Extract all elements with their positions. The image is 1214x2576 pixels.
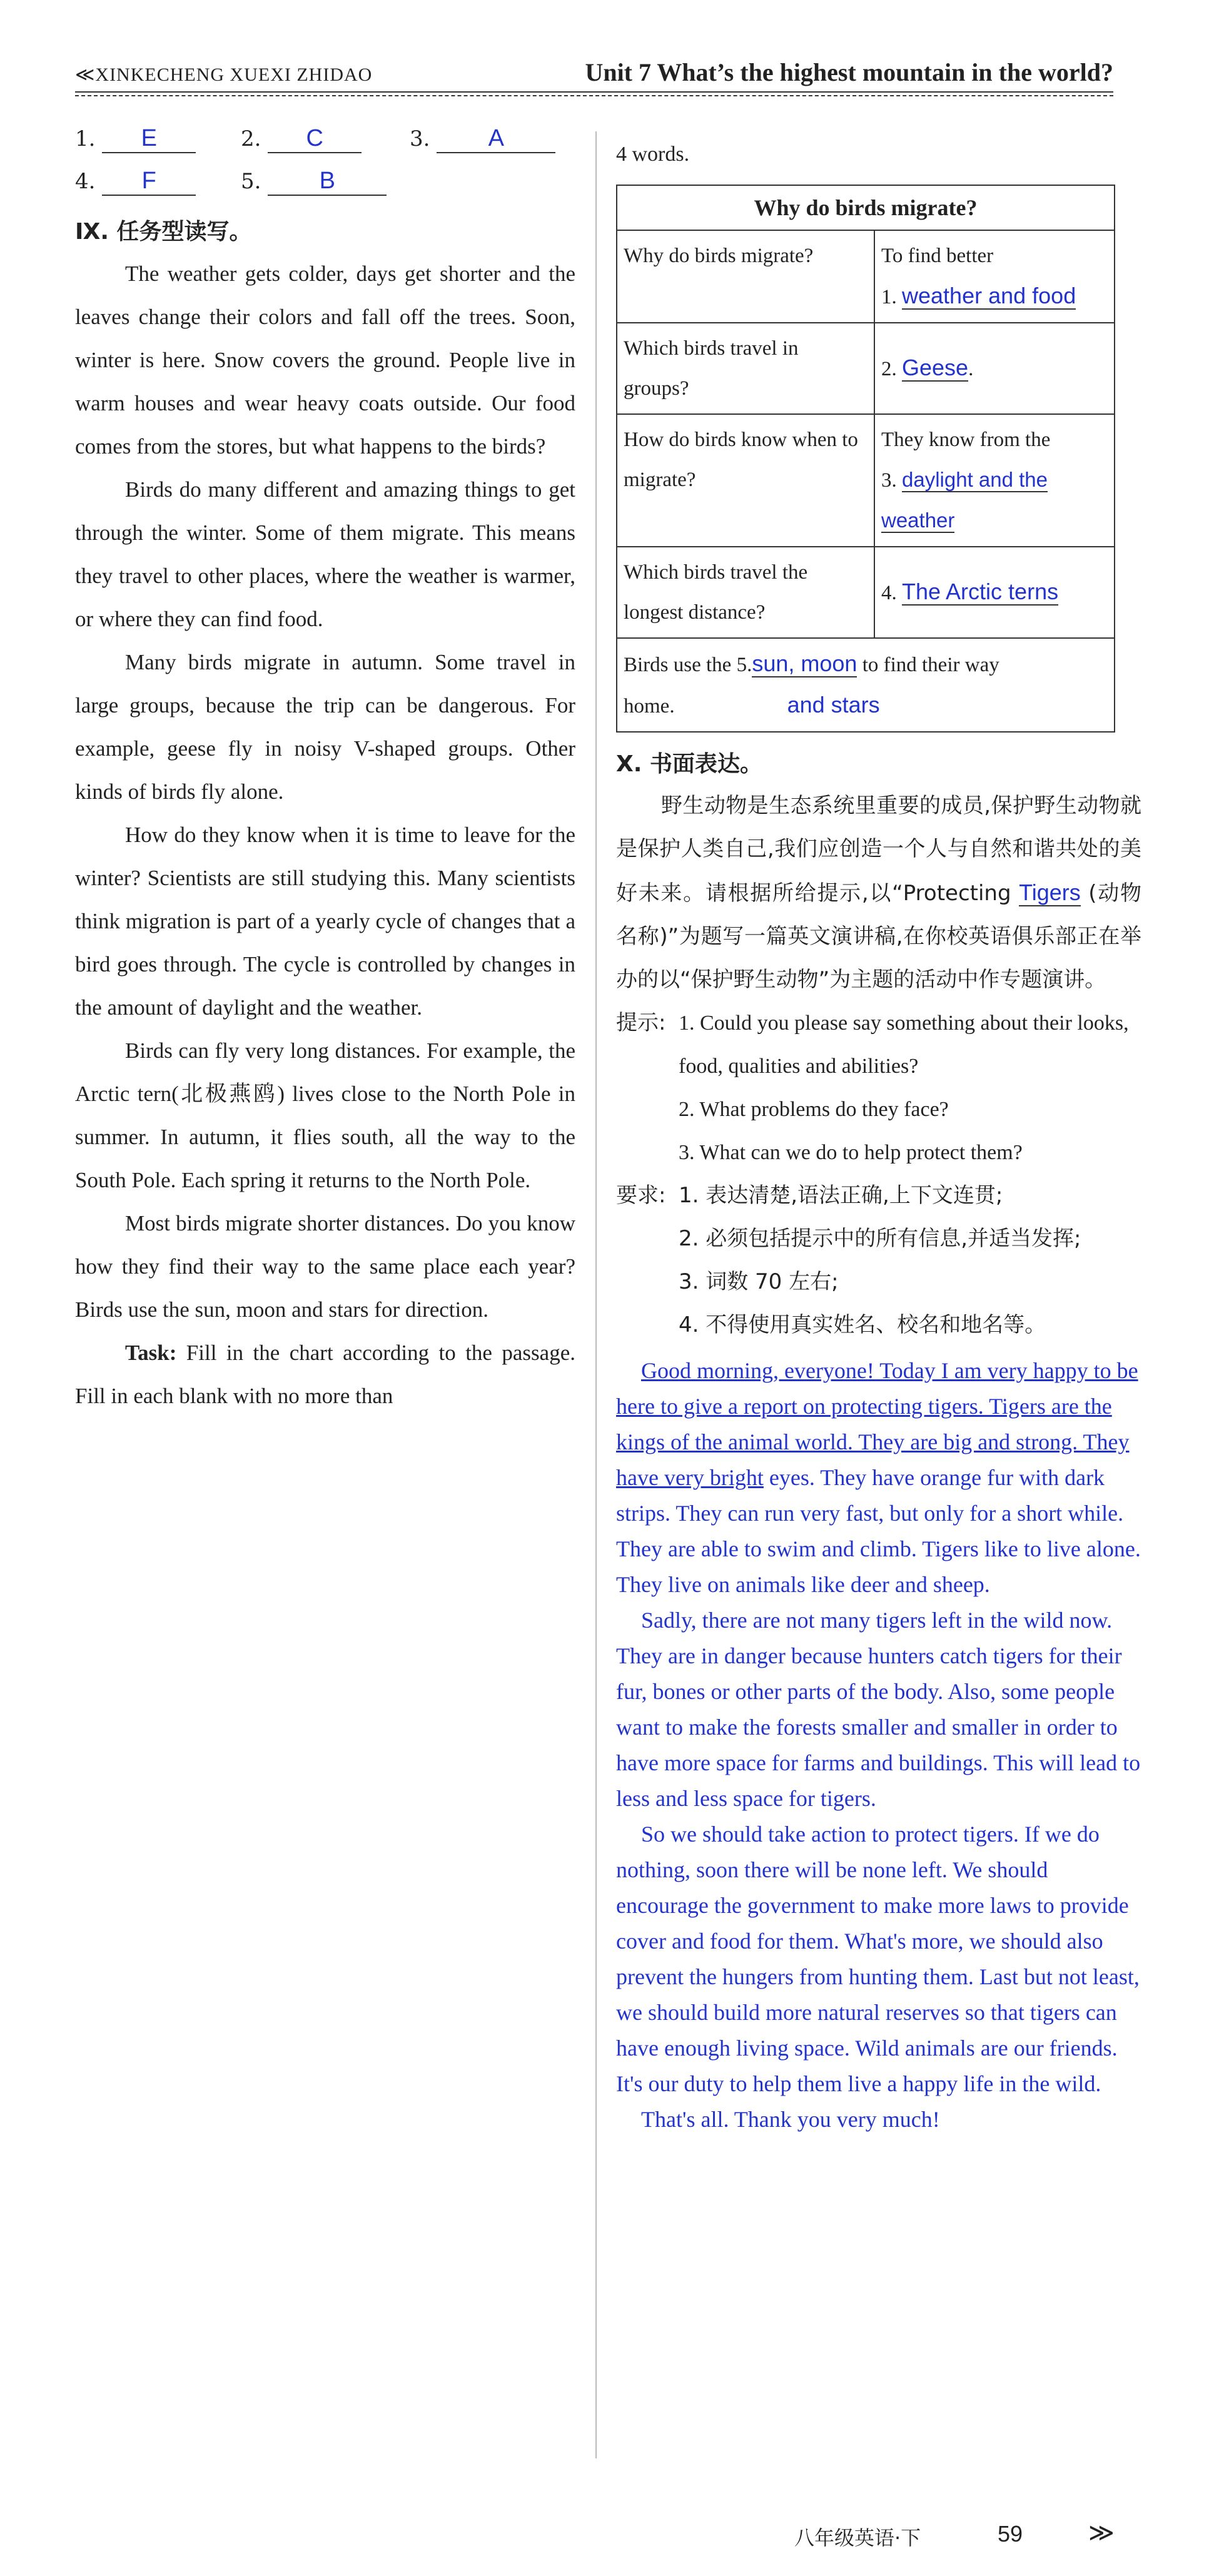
chart-answer-prefix: To find better bbox=[881, 245, 994, 267]
requirements-block bbox=[616, 1174, 1141, 1347]
tips-label: 提示: bbox=[616, 1010, 666, 1035]
chart-answer-number: 2. bbox=[881, 358, 897, 380]
answer-value: A bbox=[437, 125, 555, 153]
book-title: 八年级英语·下 bbox=[794, 2526, 921, 2550]
chart-row bbox=[617, 230, 1115, 323]
chart-answer-prefix: They know from the bbox=[881, 428, 1051, 451]
page-number: 59 bbox=[998, 2521, 1023, 2547]
answer-2 bbox=[241, 125, 362, 153]
chart-row bbox=[617, 547, 1115, 638]
tips-block bbox=[616, 1001, 1141, 1045]
essay-paragraph: Sadly, there are not many tigers left in the wild now. They are in danger because hunters catch tigers for their fur, bones or other parts of the body. Also, some people want to make the forests smaller and smaller in order to have more space for farms and buildings. This will lead to less and less space for tigers. bbox=[616, 1608, 1141, 1811]
migration-chart bbox=[616, 185, 1115, 733]
answer-value: E bbox=[102, 125, 196, 153]
answer-4 bbox=[75, 168, 196, 196]
chart-answer-cell bbox=[874, 414, 1115, 547]
chart-final-suffix: to find their way bbox=[857, 654, 999, 676]
sample-essay bbox=[616, 1353, 1141, 2137]
passage-paragraph: Birds can fly very long distances. For example, the Arctic tern(北极燕鸥) lives close to the North Pole in summer. In autumn, it flies south, all the way to the South Pole. Each spring it returns to the North Pole. bbox=[75, 1038, 575, 1192]
tip-item: 3. What can we do to help protect them? bbox=[679, 1141, 1023, 1164]
essay-paragraph bbox=[616, 1353, 1141, 1603]
chart-row bbox=[617, 414, 1115, 547]
tip-item bbox=[616, 1001, 1141, 1045]
tip-item: 2. What problems do they face? bbox=[679, 1098, 949, 1121]
passage-paragraph: Most birds migrate shorter distances. Do you know how they find their way to the same place each year? Birds use the sun, moon and stars for direction. bbox=[75, 1211, 575, 1322]
requirement-item: 1. 表达清楚,语法正确,上下文连贯; bbox=[679, 1183, 1003, 1208]
answer-number: 5. bbox=[241, 169, 261, 194]
header-dashed-rule bbox=[75, 95, 1113, 96]
requirement-item: 4. 不得使用真实姓名、校名和地名等。 bbox=[679, 1312, 1046, 1337]
writing-prompt bbox=[616, 784, 1141, 1001]
chart-question: Which birds travel the longest distance? bbox=[617, 547, 874, 638]
left-column bbox=[75, 125, 575, 1417]
chart-answer-value: The Arctic terns bbox=[902, 579, 1059, 604]
requirements-label: 要求: bbox=[616, 1183, 666, 1208]
section-10-title: Ⅹ. 书面表达。 bbox=[616, 751, 762, 777]
answer-3 bbox=[410, 125, 555, 153]
prompt-text-a: 野生动物是生态系统里重要的成员,保护野生动物就是保护人类自己,我们应创造一个人与自然和谐共处的美好未来。请根据所给提示,以“Protecting bbox=[616, 793, 1141, 906]
chart-question: How do birds know when to migrate? bbox=[617, 414, 874, 547]
chart-answer-cell bbox=[874, 547, 1115, 638]
next-page-chevron-icon: ≫ bbox=[1088, 2518, 1115, 2547]
answer-number: 2. bbox=[241, 126, 261, 151]
chart-answer-cell bbox=[874, 230, 1115, 323]
essay-paragraph: That's all. Thank you very much! bbox=[641, 2107, 940, 2132]
chart-row bbox=[617, 323, 1115, 414]
task-continuation: 4 words. bbox=[616, 143, 690, 166]
chart-final-prefix: Birds use the 5. bbox=[624, 654, 752, 676]
unit-title: Unit 7 What’s the highest mountain in the world? bbox=[585, 58, 1113, 86]
requirement-item: 3. 词数 70 左右; bbox=[679, 1269, 839, 1294]
answer-value: B bbox=[268, 168, 387, 196]
essay-paragraph: So we should take action to protect tigers. If we do nothing, soon there will be none left. We should encourage the government to make more laws to provide cover and food for them. What's more, we should also prevent the hungers from hunting them. Last but not least, we should build more natural reserves so that tigers can have enough living space. Wild animals are our friends. It's our duty to help them live a happy life in the wild. bbox=[616, 1822, 1140, 2096]
chart-answer-number: 1. bbox=[881, 286, 897, 308]
prompt-text-b: (动物名称)”为题写一篇英文演讲稿,在你校英语俱乐部正在举办的以“保护野生动物”为主题的活动中作专题演讲。 bbox=[616, 881, 1141, 992]
task-instructions bbox=[75, 1331, 575, 1417]
prompt-blank: Tigers bbox=[1019, 880, 1081, 905]
answer-number: 1. bbox=[75, 126, 96, 151]
chart-answer-value: daylight and the weather bbox=[881, 468, 1048, 532]
chart-answer-value-2: and stars bbox=[787, 692, 880, 718]
section-9-title: Ⅸ. 任务型读写。 bbox=[75, 219, 252, 245]
chart-final-row bbox=[617, 638, 1115, 732]
header-rule bbox=[75, 91, 1113, 93]
chart-answer-value: sun, moon bbox=[752, 651, 857, 676]
answer-value: C bbox=[268, 125, 362, 153]
passage-paragraph: The weather gets colder, days get shorter and the leaves change their colors and fall off the trees. Soon, winter is here. Snow covers the ground. People live in warm houses and wear heavy coats outside. Our food comes from the stores, but what happens to the birds? bbox=[75, 261, 575, 459]
essay-underlined: Good morning, everyone! Today I am very happy to be here to give a report on protecting tigers. Tigers are the kings of the animal world. They are big and strong. They have very bright bbox=[616, 1358, 1138, 1490]
task-label: Task: bbox=[125, 1341, 177, 1365]
essay-text: eyes. They have orange fur with dark strips. They can run very fast, but only for a short while. They are able to swim and climb. Tigers like to live alone. They live on animals like deer and sheep. bbox=[616, 1465, 1141, 1597]
answer-1 bbox=[75, 125, 196, 153]
tip-item: 1. Could you please say something about their looks, food, qualities and abilities? bbox=[679, 1012, 1129, 1078]
series-title: ≪XINKECHENG XUEXI ZHIDAO bbox=[75, 64, 373, 85]
answer-5 bbox=[241, 168, 387, 196]
chart-final-home: home. bbox=[624, 695, 675, 718]
answer-number: 3. bbox=[410, 126, 430, 151]
passage-paragraph: Many birds migrate in autumn. Some travel in large groups, because the trip can be dangerous. For example, geese fly in noisy V-shaped groups. Other kinds of birds fly alone. bbox=[75, 650, 575, 804]
chart-answer-value: Geese bbox=[902, 355, 969, 380]
requirement-item: 2. 必须包括提示中的所有信息,并适当发挥; bbox=[679, 1226, 1081, 1251]
chart-title: Why do birds migrate? bbox=[617, 185, 1115, 230]
chart-question: Which birds travel in groups? bbox=[617, 323, 874, 414]
column-divider bbox=[595, 131, 597, 2458]
passage-paragraph: Birds do many different and amazing things to get through the winter. Some of them migrate. This means they travel to other places, where the weather is warmer, or where they can find food. bbox=[75, 477, 575, 631]
passage-paragraph: How do they know when it is time to leave for the winter? Scientists are still studying this. Many scientists think migration is part of a yearly cycle of changes that a bird goes through. The cycle is controlled by changes in the amount of daylight and the weather. bbox=[75, 823, 575, 1020]
answer-row bbox=[75, 168, 575, 210]
answer-row bbox=[75, 125, 575, 168]
chart-answer-cell bbox=[874, 323, 1115, 414]
answer-value: F bbox=[102, 168, 196, 196]
chart-answer-suffix: . bbox=[968, 358, 974, 380]
chart-answer-number: 3. bbox=[881, 469, 897, 492]
chart-row bbox=[617, 638, 1115, 732]
chart-answer-number: 4. bbox=[881, 582, 897, 604]
answer-number: 4. bbox=[75, 169, 96, 194]
chart-answer-value: weather and food bbox=[902, 283, 1076, 308]
task-text: Fill in the chart according to the passage. Fill in each blank with no more than bbox=[75, 1341, 575, 1408]
right-column bbox=[616, 125, 1141, 2137]
chart-question: Why do birds migrate? bbox=[617, 230, 874, 323]
page-header bbox=[75, 58, 1113, 95]
